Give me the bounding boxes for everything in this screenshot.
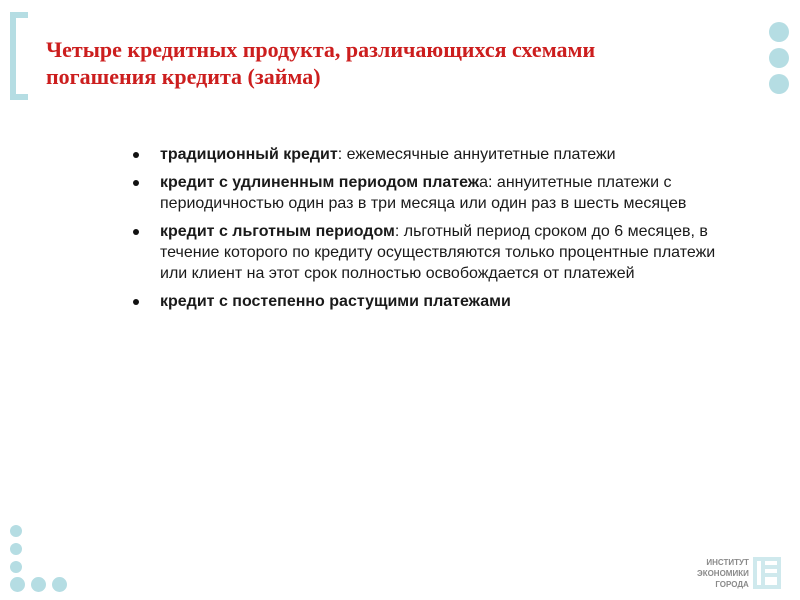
- decorative-dot: [10, 543, 22, 555]
- decorative-dot: [10, 561, 22, 573]
- bullet-text: : ежемесячные аннуитетные платежи: [337, 146, 616, 163]
- logo-mark-icon: [753, 557, 781, 589]
- decorative-bracket: [10, 12, 28, 100]
- bullet-icon: [133, 152, 139, 158]
- bullet-item: [133, 144, 723, 165]
- bullet-list: [133, 144, 723, 319]
- title-line-2: погашения кредита (займа): [46, 64, 321, 89]
- institute-logo: [697, 557, 781, 590]
- bullet-icon: [133, 180, 139, 186]
- decorative-dot: [31, 577, 46, 592]
- decorative-dot: [769, 48, 789, 68]
- bullet-item: [133, 172, 723, 214]
- decorative-dots-right: [769, 22, 789, 100]
- title-line-1: Четыре кредитных продукта, различающихся схемами: [46, 37, 596, 62]
- bullet-term: традиционный кредит: [160, 146, 338, 163]
- bullet-icon: [133, 299, 139, 305]
- decorative-dot: [10, 525, 22, 537]
- bullet-term: кредит с льготным периодом: [160, 223, 395, 240]
- bullet-item: [133, 221, 723, 284]
- slide-title: [46, 36, 726, 90]
- decorative-dots-bottom: [10, 577, 73, 592]
- bullet-text: а: аннуитетные платежи с периодичностью один раз в три месяца или один раз в шесть месяцев: [160, 174, 687, 212]
- decorative-dot: [769, 22, 789, 42]
- bullet-icon: [133, 229, 139, 235]
- bullet-item: [133, 291, 723, 312]
- logo-text: [697, 557, 749, 590]
- bullet-term: кредит с постепенно растущими платежами: [160, 293, 511, 310]
- decorative-dot: [769, 74, 789, 94]
- bullet-text: : льготный период сроком до 6 месяцев, в течение которого по кредиту осуществляются только процентные платежи или клиент на этот срок полностью освобождается от платежей: [160, 223, 716, 282]
- decorative-dot: [10, 577, 25, 592]
- logo-line-1: ИНСТИТУТ: [706, 558, 749, 567]
- logo-line-2: ЭКОНОМИКИ: [697, 569, 749, 578]
- decorative-dots-left: [10, 525, 22, 579]
- logo-line-3: ГОРОДА: [715, 580, 749, 589]
- bullet-term: кредит с удлиненным периодом платеж: [160, 174, 480, 191]
- decorative-dot: [52, 577, 67, 592]
